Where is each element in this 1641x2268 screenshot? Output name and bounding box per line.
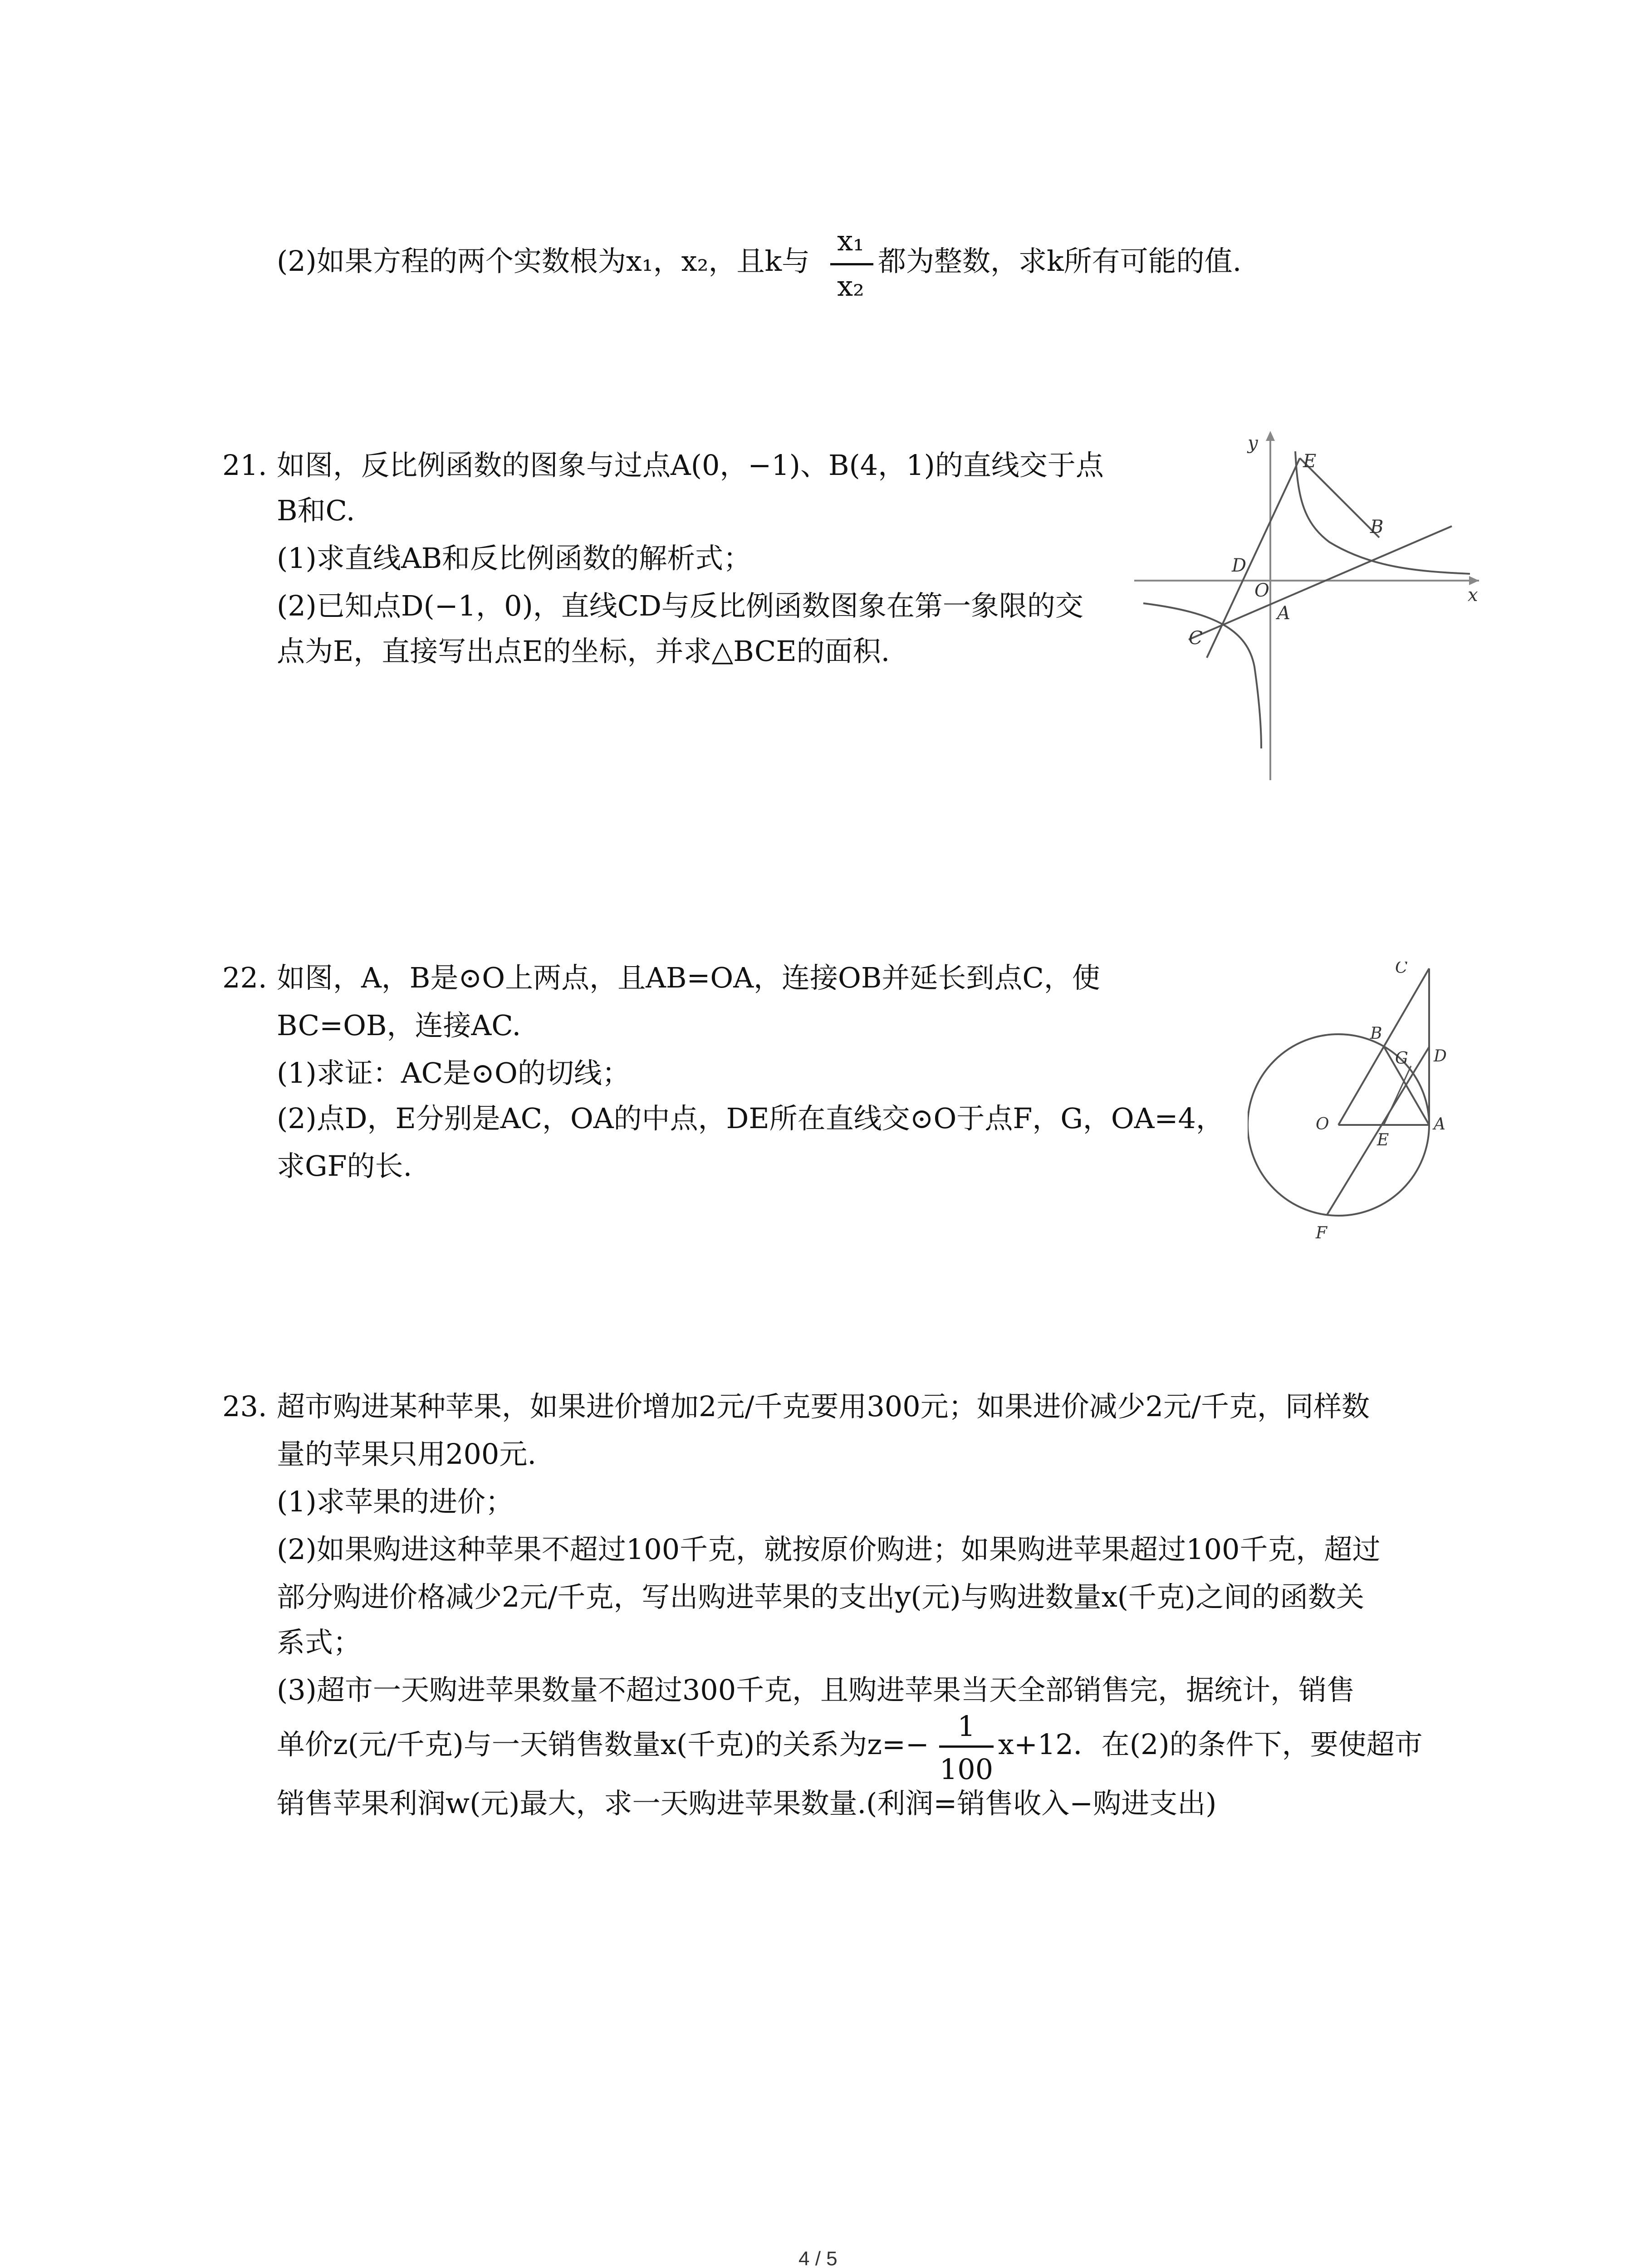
q23-fraction-numerator: 1: [957, 1710, 975, 1743]
label-b: B: [1370, 517, 1384, 538]
q22-figure: [1248, 962, 1502, 1279]
line-cd: [1207, 458, 1300, 658]
label-b: B: [1370, 1024, 1382, 1043]
q23-line-7: (3)超市一天购进苹果数量不超过300千克，且购进苹果当天全部销售完，据统计，销售: [277, 1673, 1355, 1706]
q23-fraction-bar: [939, 1745, 994, 1748]
q20-fraction-denominator: x₂: [837, 269, 864, 303]
q22-line-3: (1)求证：AC是⊙O的切线；: [277, 1056, 630, 1090]
q21-line-5: 点为E，直接写出点E的坐标，并求△BCE的面积.: [277, 635, 890, 668]
q21-line-2: B和C.: [277, 494, 355, 527]
label-g: G: [1395, 1049, 1408, 1068]
label-a: A: [1434, 1115, 1445, 1134]
label-y: y: [1248, 433, 1258, 454]
label-d: D: [1434, 1047, 1447, 1066]
line-eg: [1384, 1066, 1411, 1125]
q23-line-4: (2)如果购进这种苹果不超过100千克，就按原价购进；如果购进苹果超过100千克，超过: [277, 1533, 1381, 1566]
q22-line-2: BC=OB，连接AC.: [277, 1009, 521, 1042]
q20-fraction-numerator: x₁: [837, 224, 864, 257]
q20-part2-text-a: (2)如果方程的两个实数根为x₁，x₂，且k与: [277, 244, 810, 278]
hyperbola-branch-q3: [1143, 603, 1261, 748]
label-o: O: [1254, 580, 1269, 601]
y-axis-arrow: [1266, 431, 1275, 441]
label-x: x: [1468, 585, 1478, 606]
q23-fraction-denominator: 100: [939, 1753, 994, 1786]
q22-line-1: 如图，A，B是⊙O上两点，且AB=OA，连接OB并延长到点C，使: [277, 961, 1100, 994]
q23-number: 23.: [222, 1390, 267, 1423]
label-e: E: [1377, 1131, 1389, 1149]
q22-line-4: (2)点D，E分别是AC，OA的中点，DE所在直线交⊙O于点F，G，OA=4，: [277, 1102, 1224, 1135]
q23-line-6: 系式；: [277, 1626, 362, 1659]
q22-line-5: 求GF的长.: [277, 1149, 412, 1183]
q21-figure: [1134, 431, 1479, 794]
q22-number: 22.: [222, 961, 267, 994]
label-f: F: [1316, 1224, 1327, 1242]
label-c: C: [1395, 962, 1408, 977]
q23-line-8a: 单价z(元/千克)与一天销售数量x(千克)的关系为z=−: [277, 1728, 929, 1761]
q21-line-3: (1)求直线AB和反比例函数的解析式；: [277, 542, 752, 575]
label-o: O: [1316, 1115, 1329, 1134]
q23-line-2: 量的苹果只用200元.: [277, 1437, 537, 1471]
q20-part2-text-b: 都为整数，求k所有可能的值.: [878, 244, 1242, 278]
q20-fraction-bar: [830, 263, 873, 265]
label-e: E: [1303, 451, 1317, 472]
q21-number: 21.: [222, 449, 267, 482]
q23-line-1: 超市购进某种苹果，如果进价增加2元/千克要用300元；如果进价减少2元/千克，同样数: [277, 1390, 1370, 1423]
page-number: 4 / 5: [798, 2248, 838, 2268]
q21-line-1: 如图，反比例函数的图象与过点A(0，−1)、B(4，1)的直线交于点: [277, 449, 1104, 482]
label-a: A: [1277, 603, 1290, 624]
q23-line-3: (1)求苹果的进价；: [277, 1485, 514, 1518]
q21-line-4: (2)已知点D(−1，0)，直线CD与反比例函数图象在第一象限的交: [277, 589, 1083, 622]
x-axis-arrow: [1469, 576, 1479, 585]
q23-line-9: 销售苹果利润w(元)最大，求一天购进苹果数量.(利润=销售收入−购进支出): [277, 1787, 1217, 1820]
label-c: C: [1189, 628, 1203, 649]
line-ab: [1189, 526, 1452, 640]
q23-line-5: 部分购进价格减少2元/千克，写出购进苹果的支出y(元)与购进数量x(千克)之间的函数关: [277, 1580, 1365, 1613]
q23-line-8b: x+12．在(2)的条件下，要使超市: [998, 1728, 1423, 1761]
label-d: D: [1232, 555, 1247, 576]
